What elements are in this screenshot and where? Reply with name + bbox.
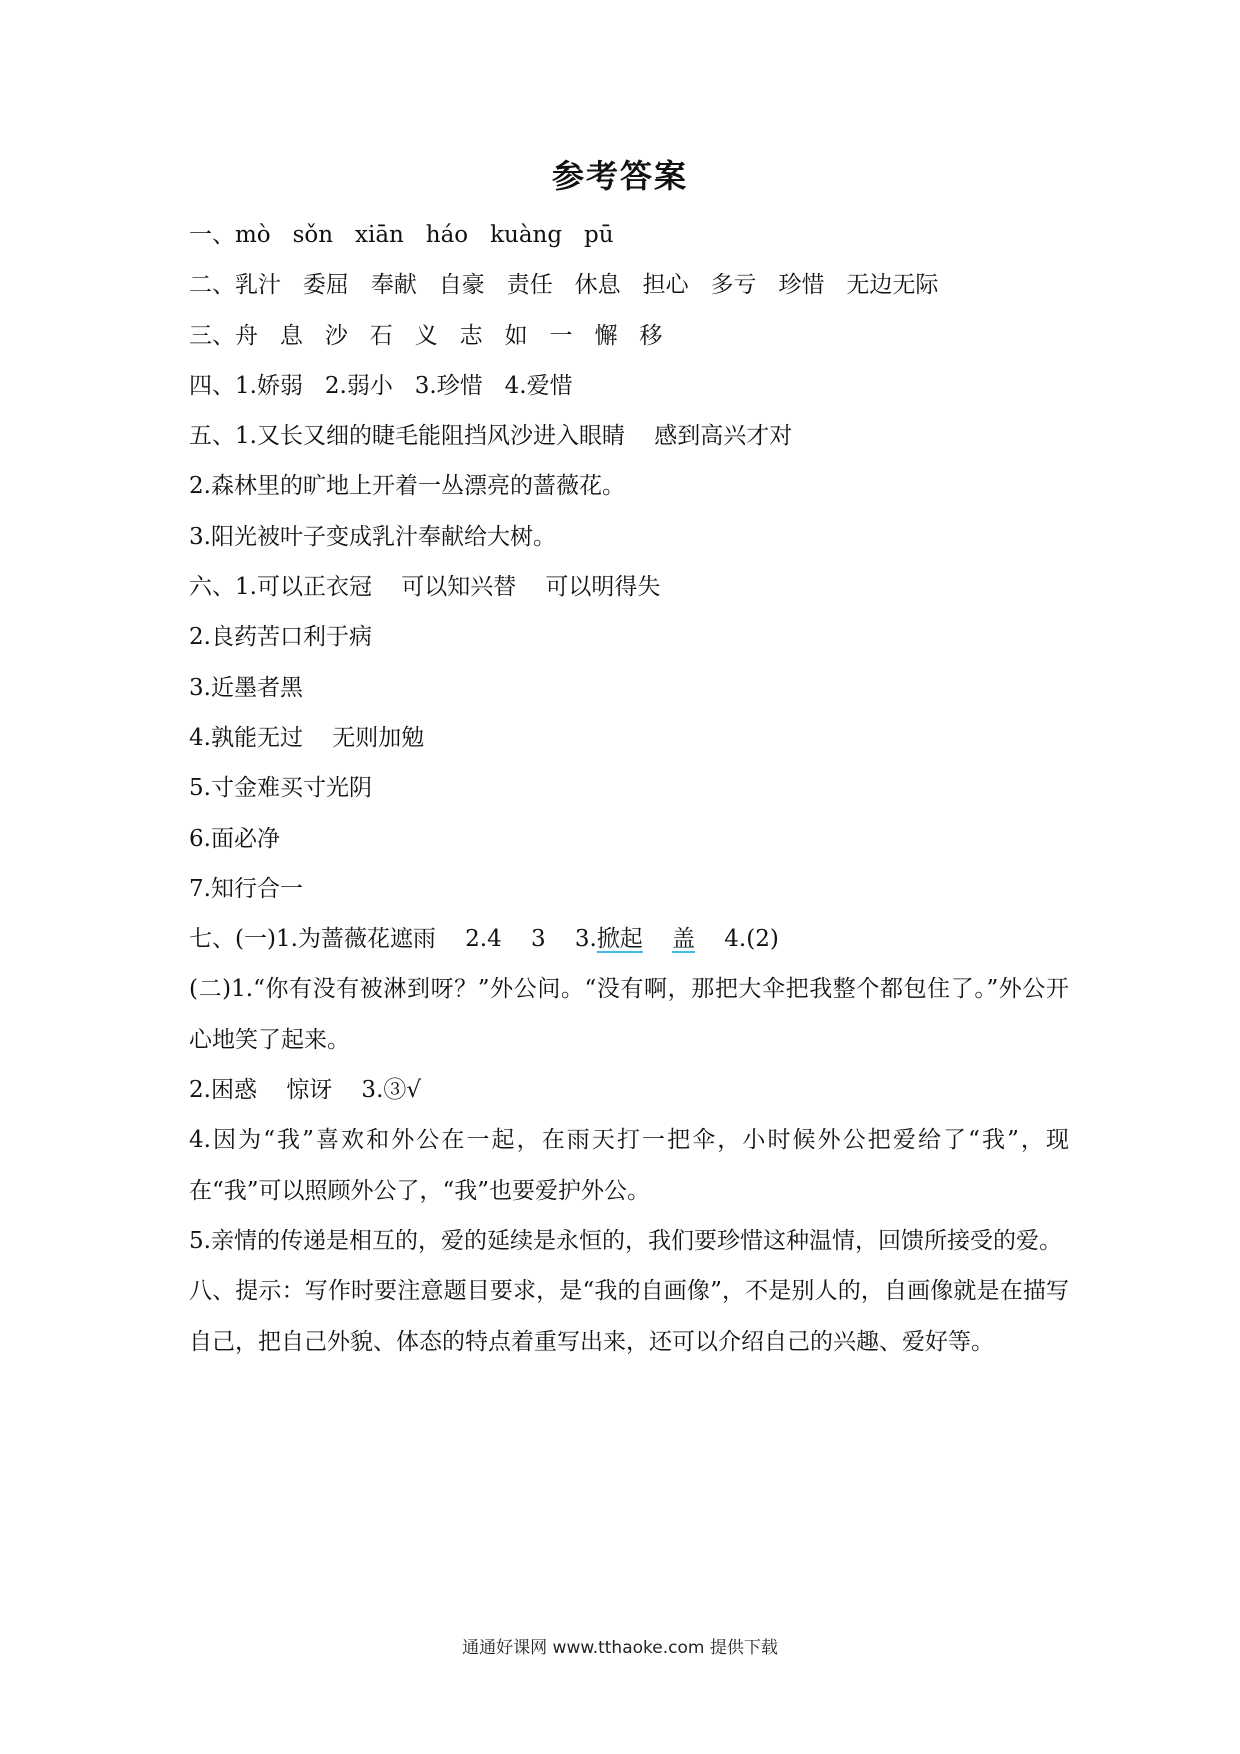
answer-paragraph-8: 八、提示：写作时要注意题目要求，是“我的自画像”，不是别人的，自画像就是在描写自己，把自己外貌、体态的特点着重写出来，还可以介绍自己的兴趣、爱好等。 [189,1278,1069,1355]
answer-line-6-4: 4.孰能无过 无则加勉 [189,724,425,751]
page-title: 参考答案 [551,157,688,195]
q7-underlined-word-1: 掀起 [596,926,643,953]
answer-line-7 [189,914,1069,964]
answer-line-5: 五、1.又长又细的睫毛能阻挡风沙进入眼睛 感到高兴才对 [189,423,793,450]
answer-paragraph-7-2-4: 4.因为“我”喜欢和外公在一起，在雨天打一把伞，小时候外公把爱给了“我”，现在“我”可以照顾外公了，“我”也要爱护外公。 [189,1127,1069,1204]
answer-line-6-6: 6.面必净 [189,825,280,852]
answer-line-7-2-2: 2.困惑 惊讶 3.③√ [189,1077,422,1104]
answer-line-3: 三、舟 息 沙 石 义 志 如 一 懈 移 [189,322,663,349]
footer-source: 通通好课网 www.tthaoke.com 提供下载 [462,1638,778,1658]
answer-line-4: 四、1.娇弱 2.弱小 3.珍惜 4.爱惜 [189,372,573,399]
answer-line-6-3: 3.近墨者黑 [189,674,303,701]
answer-line-5-2: 2.森林里的旷地上开着一丛漂亮的蔷薇花。 [189,473,625,500]
answer-content [189,210,1069,1367]
q7-suffix: 4.(2) [695,926,779,953]
q7-prefix: 七、(一)1.为蔷薇花遮雨 2.4 3 3. [189,926,597,953]
answer-paragraph-7-2-5: 5.亲情的传递是相互的，爱的延续是永恒的，我们要珍惜这种温情，回馈所接受的爱。 [189,1227,1062,1254]
answer-line-6: 六、1.可以正衣冠 可以知兴替 可以明得失 [189,574,661,601]
answer-line-6-5: 5.寸金难买寸光阴 [189,775,372,802]
answer-line-6-2: 2.良药苦口利于病 [189,624,372,651]
q7-underlined-word-2: 盖 [672,926,696,953]
answer-line-5-3: 3.阳光被叶子变成乳汁奉献给大树。 [189,523,556,550]
q7-separator [643,926,672,952]
answer-line-1: 一、mò sǒn xiān háo kuàng pū [189,222,614,248]
answer-line-6-7: 7.知行合一 [189,875,303,902]
answer-line-2: 二、乳汁 委屈 奉献 自豪 责任 休息 担心 多亏 珍惜 无边无际 [189,272,939,299]
answer-paragraph-7-2-1: (二)1.“你有没有被淋到呀？”外公问。“没有啊，那把大伞把我整个都包住了。”外公开心地笑了起来。 [189,976,1069,1053]
